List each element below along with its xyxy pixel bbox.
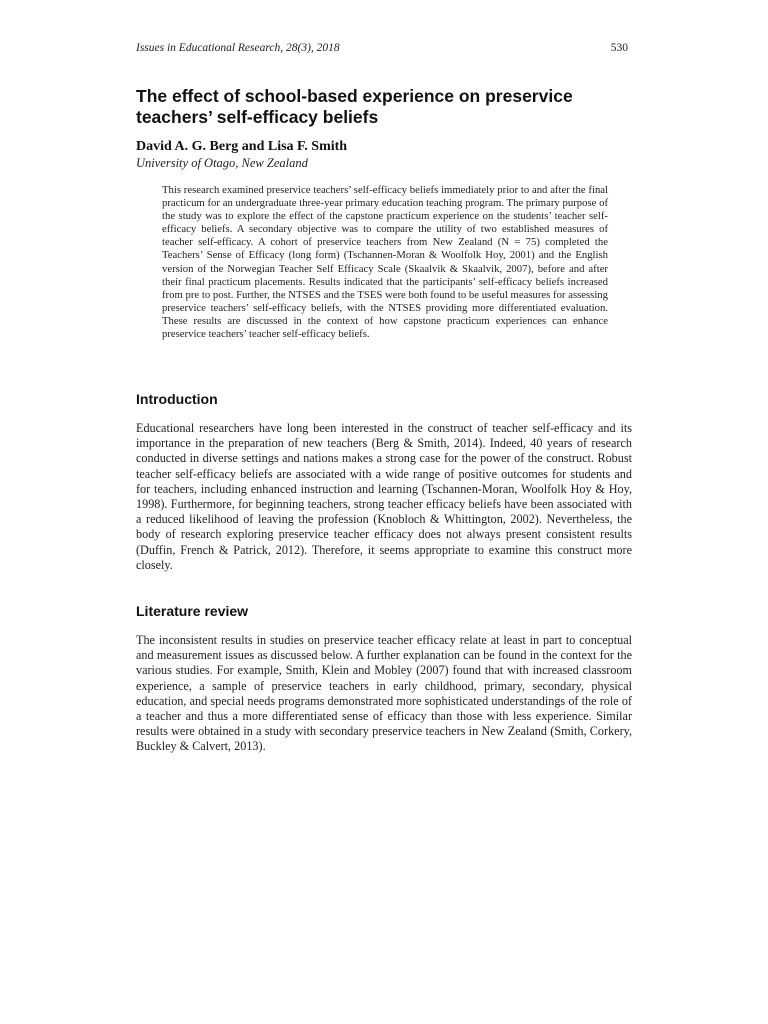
article-title: The effect of school-based experience on preservice teachers’ self-efficacy beliefs	[136, 86, 573, 127]
introduction-paragraph: Educational researchers have long been interested in the construct of teacher self-efficacy and its importance in the preparation of new teachers (Berg & Smith, 2014). Indeed, 40 years of research conducted in diverse settings and nations makes a strong case for the power of the construct. Robust teacher self-efficacy beliefs are associated with a wide range of positive outcomes for students and for teachers, including enhanced instruction and learning (Tschannen-Moran, Woolfolk Hoy & Hoy, 1998). Furthermore, for beginning teachers, strong teacher efficacy beliefs have been associated with a reduced likelihood of leaving the profession (Knobloch & Whittington, 2002). Nevertheless, the body of research exploring preservice teacher efficacy does not always present consistent results (Duffin, French & Patrick, 2012). Therefore, it seems appropriate to examine this construct more closely.	[136, 421, 632, 572]
running-head: Issues in Educational Research, 28(3), 2018	[136, 42, 340, 54]
article-authors: David A. G. Berg and Lisa F. Smith	[136, 139, 348, 154]
page-number: 530	[610, 42, 628, 54]
introduction-heading: Introduction	[136, 391, 218, 407]
abstract: This research examined preservice teachers’ self-efficacy beliefs immediately prior to and after the final practicum for an undergraduate three-year primary education teaching program. The primary purpose of the study was to explore the effect of the capstone practicum experience on the students’ teacher self-efficacy beliefs. A secondary objective was to compare the utility of two established measures of teacher self-efficacy. A cohort of preservice teachers from New Zealand (N = 75) completed the Teachers’ Sense of Efficacy (long form) (Tschannen-Moran & Woolfolk Hoy, 2001) and the English version of the Norwegian Teacher Self Efficacy Scale (Skaalvik & Skaalvik, 2007), before and after their final practicum placements. Results indicated that the participants’ self-efficacy beliefs increased from pre to post. Further, the NTSES and the TSES were both found to be useful measures for assessing preservice teachers’ self-efficacy beliefs, with the NTSES providing more differentiated evaluation. These results are discussed in the context of how capstone practicum experiences can enhance preservice teachers’ teacher self-efficacy beliefs.	[162, 184, 608, 341]
literature-review-paragraph: The inconsistent results in studies on preservice teacher efficacy relate at least in part to conceptual and measurement issues as discussed below. A further explanation can be found in the context for the various studies. For example, Smith, Klein and Mobley (2007) found that with increased classroom experience, a sample of preservice teachers in early childhood, primary, secondary, physical education, and special needs programs demonstrated more sophisticated understandings of the role of a teacher and thus a more differentiated sense of efficacy than those with less experience. Similar results were obtained in a study with secondary preservice teachers in New Zealand (Smith, Corkery, Buckley & Calvert, 2013).	[136, 633, 632, 754]
author-affiliation: University of Otago, New Zealand	[136, 156, 308, 170]
literature-review-heading: Literature review	[136, 603, 249, 619]
